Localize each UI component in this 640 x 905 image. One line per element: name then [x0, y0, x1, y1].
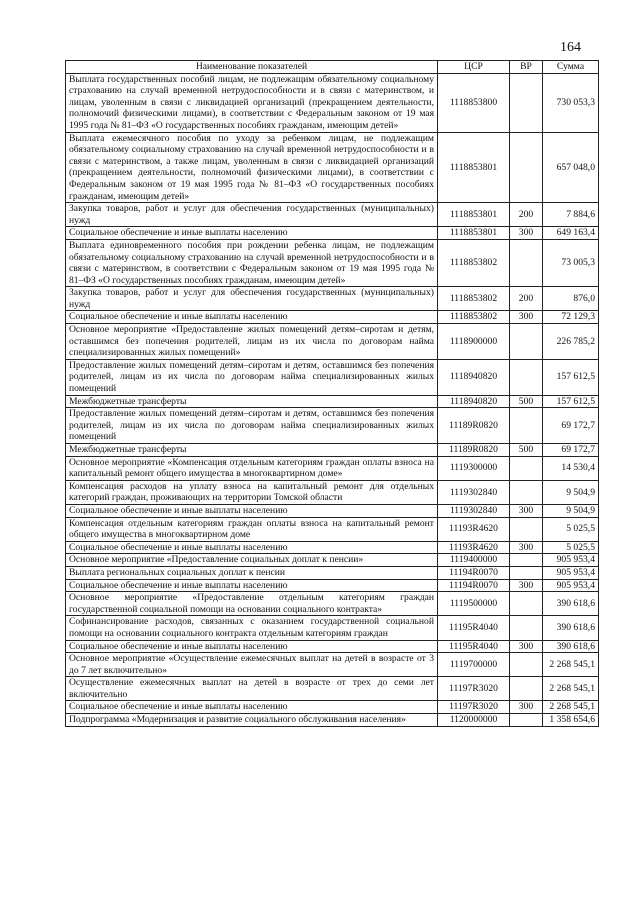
row-csr: 1119300000	[438, 456, 510, 480]
row-name: Социальное обеспечение и иные выплаты населению	[66, 640, 438, 653]
row-name: Основное мероприятие «Осуществление ежемесячных выплат на детей в возрасте от 3 до 7 лет включительно»	[66, 653, 438, 677]
row-sum: 69 172,7	[543, 444, 599, 457]
row-sum: 905 953,4	[543, 566, 599, 579]
row-vr	[510, 714, 543, 727]
row-sum: 9 504,9	[543, 504, 599, 517]
row-name: Социальное обеспечение и иные выплаты населению	[66, 701, 438, 714]
table-row	[66, 480, 599, 504]
row-vr	[510, 677, 543, 701]
table-row	[66, 408, 599, 444]
row-name: Социальное обеспечение и иные выплаты населению	[66, 311, 438, 324]
row-vr: 300	[510, 579, 543, 592]
row-name: Основное мероприятие «Предоставление отдельным категориям граждан государственной социальной помощи на основании социального контракта»	[66, 592, 438, 616]
row-name: Социальное обеспечение и иные выплаты населению	[66, 504, 438, 517]
row-name: Подпрограмма «Модернизация и развитие социального обслуживания населения»	[66, 714, 438, 727]
row-name: Межбюджетные трансферты	[66, 395, 438, 408]
row-vr	[510, 653, 543, 677]
row-vr: 300	[510, 504, 543, 517]
row-sum: 649 163,4	[543, 227, 599, 240]
row-vr: 500	[510, 444, 543, 457]
row-csr: 1119500000	[438, 592, 510, 616]
row-name: Выплата региональных социальных доплат к пенсии	[66, 566, 438, 579]
row-vr: 300	[510, 311, 543, 324]
row-csr: 1118853802	[438, 311, 510, 324]
row-csr: 1118853801	[438, 132, 510, 203]
row-sum: 390 618,6	[543, 640, 599, 653]
table-body	[66, 73, 599, 726]
row-csr: 1120000000	[438, 714, 510, 727]
table-row	[66, 579, 599, 592]
row-csr: 1118853801	[438, 227, 510, 240]
table-row	[66, 324, 599, 360]
row-sum: 2 268 545,1	[543, 653, 599, 677]
table-row	[66, 227, 599, 240]
row-name: Закупка товаров, работ и услуг для обеспечения государственных (муниципальных) нужд	[66, 287, 438, 311]
page-number: 164	[560, 40, 581, 55]
row-csr: 1118853802	[438, 239, 510, 286]
table-row	[66, 456, 599, 480]
table-row	[66, 640, 599, 653]
row-vr: 200	[510, 287, 543, 311]
row-vr	[510, 554, 543, 567]
table-row	[66, 359, 599, 395]
table-row	[66, 714, 599, 727]
row-csr: 11195R4040	[438, 640, 510, 653]
row-vr	[510, 359, 543, 395]
row-sum: 69 172,7	[543, 408, 599, 444]
table-row	[66, 73, 599, 132]
row-sum: 5 025,5	[543, 517, 599, 541]
row-sum: 9 504,9	[543, 480, 599, 504]
row-vr	[510, 566, 543, 579]
row-csr: 11189R0820	[438, 408, 510, 444]
table-header-row	[66, 61, 599, 74]
table-row	[66, 132, 599, 203]
header-name: Наименование показателей	[66, 61, 438, 74]
row-csr: 1119302840	[438, 504, 510, 517]
row-sum: 657 048,0	[543, 132, 599, 203]
row-vr	[510, 592, 543, 616]
header-csr: ЦСР	[438, 61, 510, 74]
row-csr: 11193R4620	[438, 517, 510, 541]
row-name: Компенсация расходов на уплату взноса на капитальный ремонт для отдельных категорий граждан, проживающих на территории Томской области	[66, 480, 438, 504]
header-vr: ВР	[510, 61, 543, 74]
row-name: Основное мероприятие «Предоставление жилых помещений детям–сиротам и детям, оставшимся без попечения родителей, лицам из их числа по договорам найма специализированных жилых помещений»	[66, 324, 438, 360]
row-sum: 730 053,3	[543, 73, 599, 132]
row-name: Социальное обеспечение и иные выплаты населению	[66, 579, 438, 592]
row-vr: 300	[510, 227, 543, 240]
row-name: Осуществление ежемесячных выплат на детей в возрасте от трех до семи лет включительно	[66, 677, 438, 701]
row-sum: 5 025,5	[543, 541, 599, 554]
row-sum: 7 884,6	[543, 203, 599, 227]
row-vr	[510, 517, 543, 541]
row-sum: 876,0	[543, 287, 599, 311]
row-vr: 300	[510, 541, 543, 554]
row-vr	[510, 616, 543, 640]
row-sum: 2 268 545,1	[543, 701, 599, 714]
row-vr	[510, 408, 543, 444]
row-name: Предоставление жилых помещений детям–сиротам и детям, оставшимся без попечения родителей, лицам из их числа по договорам найма специализированных жилых помещений	[66, 408, 438, 444]
row-sum: 1 358 654,6	[543, 714, 599, 727]
table-row	[66, 677, 599, 701]
row-sum: 73 005,3	[543, 239, 599, 286]
row-csr: 1118853802	[438, 287, 510, 311]
row-vr	[510, 239, 543, 286]
budget-table	[65, 60, 599, 727]
table-row	[66, 504, 599, 517]
row-csr: 1118900000	[438, 324, 510, 360]
row-name: Основное мероприятие «Предоставление социальных доплат к пенсии»	[66, 554, 438, 567]
row-csr: 11194R0070	[438, 579, 510, 592]
row-csr: 11193R4620	[438, 541, 510, 554]
row-sum: 157 612,5	[543, 359, 599, 395]
row-sum: 905 953,4	[543, 554, 599, 567]
row-sum: 390 618,6	[543, 616, 599, 640]
table-row	[66, 701, 599, 714]
row-csr: 11197R3020	[438, 677, 510, 701]
table-row	[66, 554, 599, 567]
table-row	[66, 592, 599, 616]
row-name: Социальное обеспечение и иные выплаты населению	[66, 227, 438, 240]
row-csr: 1119400000	[438, 554, 510, 567]
row-name: Межбюджетные трансферты	[66, 444, 438, 457]
row-vr	[510, 456, 543, 480]
table-row	[66, 541, 599, 554]
table-row	[66, 566, 599, 579]
row-name: Выплата государственных пособий лицам, не подлежащим обязательному социальному страхованию на случай временной нетрудоспособности и в связи с материнством, и лицам, уволенным в связи с ликвидацией организаций (прекращением деятельности, полномочий физическими лицами), в соответствии с Федеральным законом от 19 мая 1995 года № 81–ФЗ «О государственных пособиях гражданам, имеющим детей»	[66, 73, 438, 132]
row-vr	[510, 73, 543, 132]
row-vr: 200	[510, 203, 543, 227]
row-sum: 905 953,4	[543, 579, 599, 592]
row-vr: 300	[510, 640, 543, 653]
row-sum: 226 785,2	[543, 324, 599, 360]
row-name: Предоставление жилых помещений детям–сиротам и детям, оставшимся без попечения родителей, лицам из их числа по договорам найма специализированных жилых помещений	[66, 359, 438, 395]
row-name: Софинансирование расходов, связанных с оказанием государственной социальной помощи на основании социального контракта отдельным категориям граждан	[66, 616, 438, 640]
table-row	[66, 287, 599, 311]
table-row	[66, 517, 599, 541]
row-vr: 300	[510, 701, 543, 714]
table-row	[66, 444, 599, 457]
row-csr: 1118853801	[438, 203, 510, 227]
row-vr	[510, 132, 543, 203]
table-row	[66, 616, 599, 640]
row-csr: 1119302840	[438, 480, 510, 504]
row-sum: 2 268 545,1	[543, 677, 599, 701]
row-name: Закупка товаров, работ и услуг для обеспечения государственных (муниципальных) нужд	[66, 203, 438, 227]
row-csr: 1118940820	[438, 359, 510, 395]
row-csr: 1118853800	[438, 73, 510, 132]
table-row	[66, 395, 599, 408]
table-row	[66, 203, 599, 227]
row-sum: 157 612,5	[543, 395, 599, 408]
header-sum: Сумма	[543, 61, 599, 74]
row-sum: 72 129,3	[543, 311, 599, 324]
row-name: Выплата единовременного пособия при рождении ребенка лицам, не подлежащим обязательному социальному страхованию на случай временной нетрудоспособности и в связи с материнством, в соответствии с Федеральным законом от 19 мая 1995 года № 81–ФЗ «О государственных пособиях гражданам, имеющим детей»	[66, 239, 438, 286]
row-name: Компенсация отдельным категориям граждан оплаты взноса на капитальный ремонт общего имущества в многоквартирном доме	[66, 517, 438, 541]
row-sum: 14 530,4	[543, 456, 599, 480]
table-row	[66, 239, 599, 286]
row-csr: 11189R0820	[438, 444, 510, 457]
row-csr: 1118940820	[438, 395, 510, 408]
row-csr: 1119700000	[438, 653, 510, 677]
row-vr	[510, 324, 543, 360]
row-csr: 11195R4040	[438, 616, 510, 640]
row-name: Социальное обеспечение и иные выплаты населению	[66, 541, 438, 554]
row-csr: 11197R3020	[438, 701, 510, 714]
row-vr	[510, 480, 543, 504]
row-name: Выплата ежемесячного пособия по уходу за ребенком лицам, не подлежащим обязательному социальному страхованию на случай временной нетрудоспособности и в связи с материнством, а также лицам, уволенным в связи с ликвидацией организаций (прекращением деятельности, полномочий физическими лицами), в соответствии с Федеральным законом от 19 мая 1995 года № 81–ФЗ «О государственных пособиях гражданам, имеющим детей»	[66, 132, 438, 203]
row-name: Основное мероприятие «Компенсация отдельным категориям граждан оплаты взноса на капитальный ремонт общего имущества в многоквартирном доме»	[66, 456, 438, 480]
table-row	[66, 653, 599, 677]
row-vr: 500	[510, 395, 543, 408]
row-sum: 390 618,6	[543, 592, 599, 616]
row-csr: 11194R0070	[438, 566, 510, 579]
table-row	[66, 311, 599, 324]
